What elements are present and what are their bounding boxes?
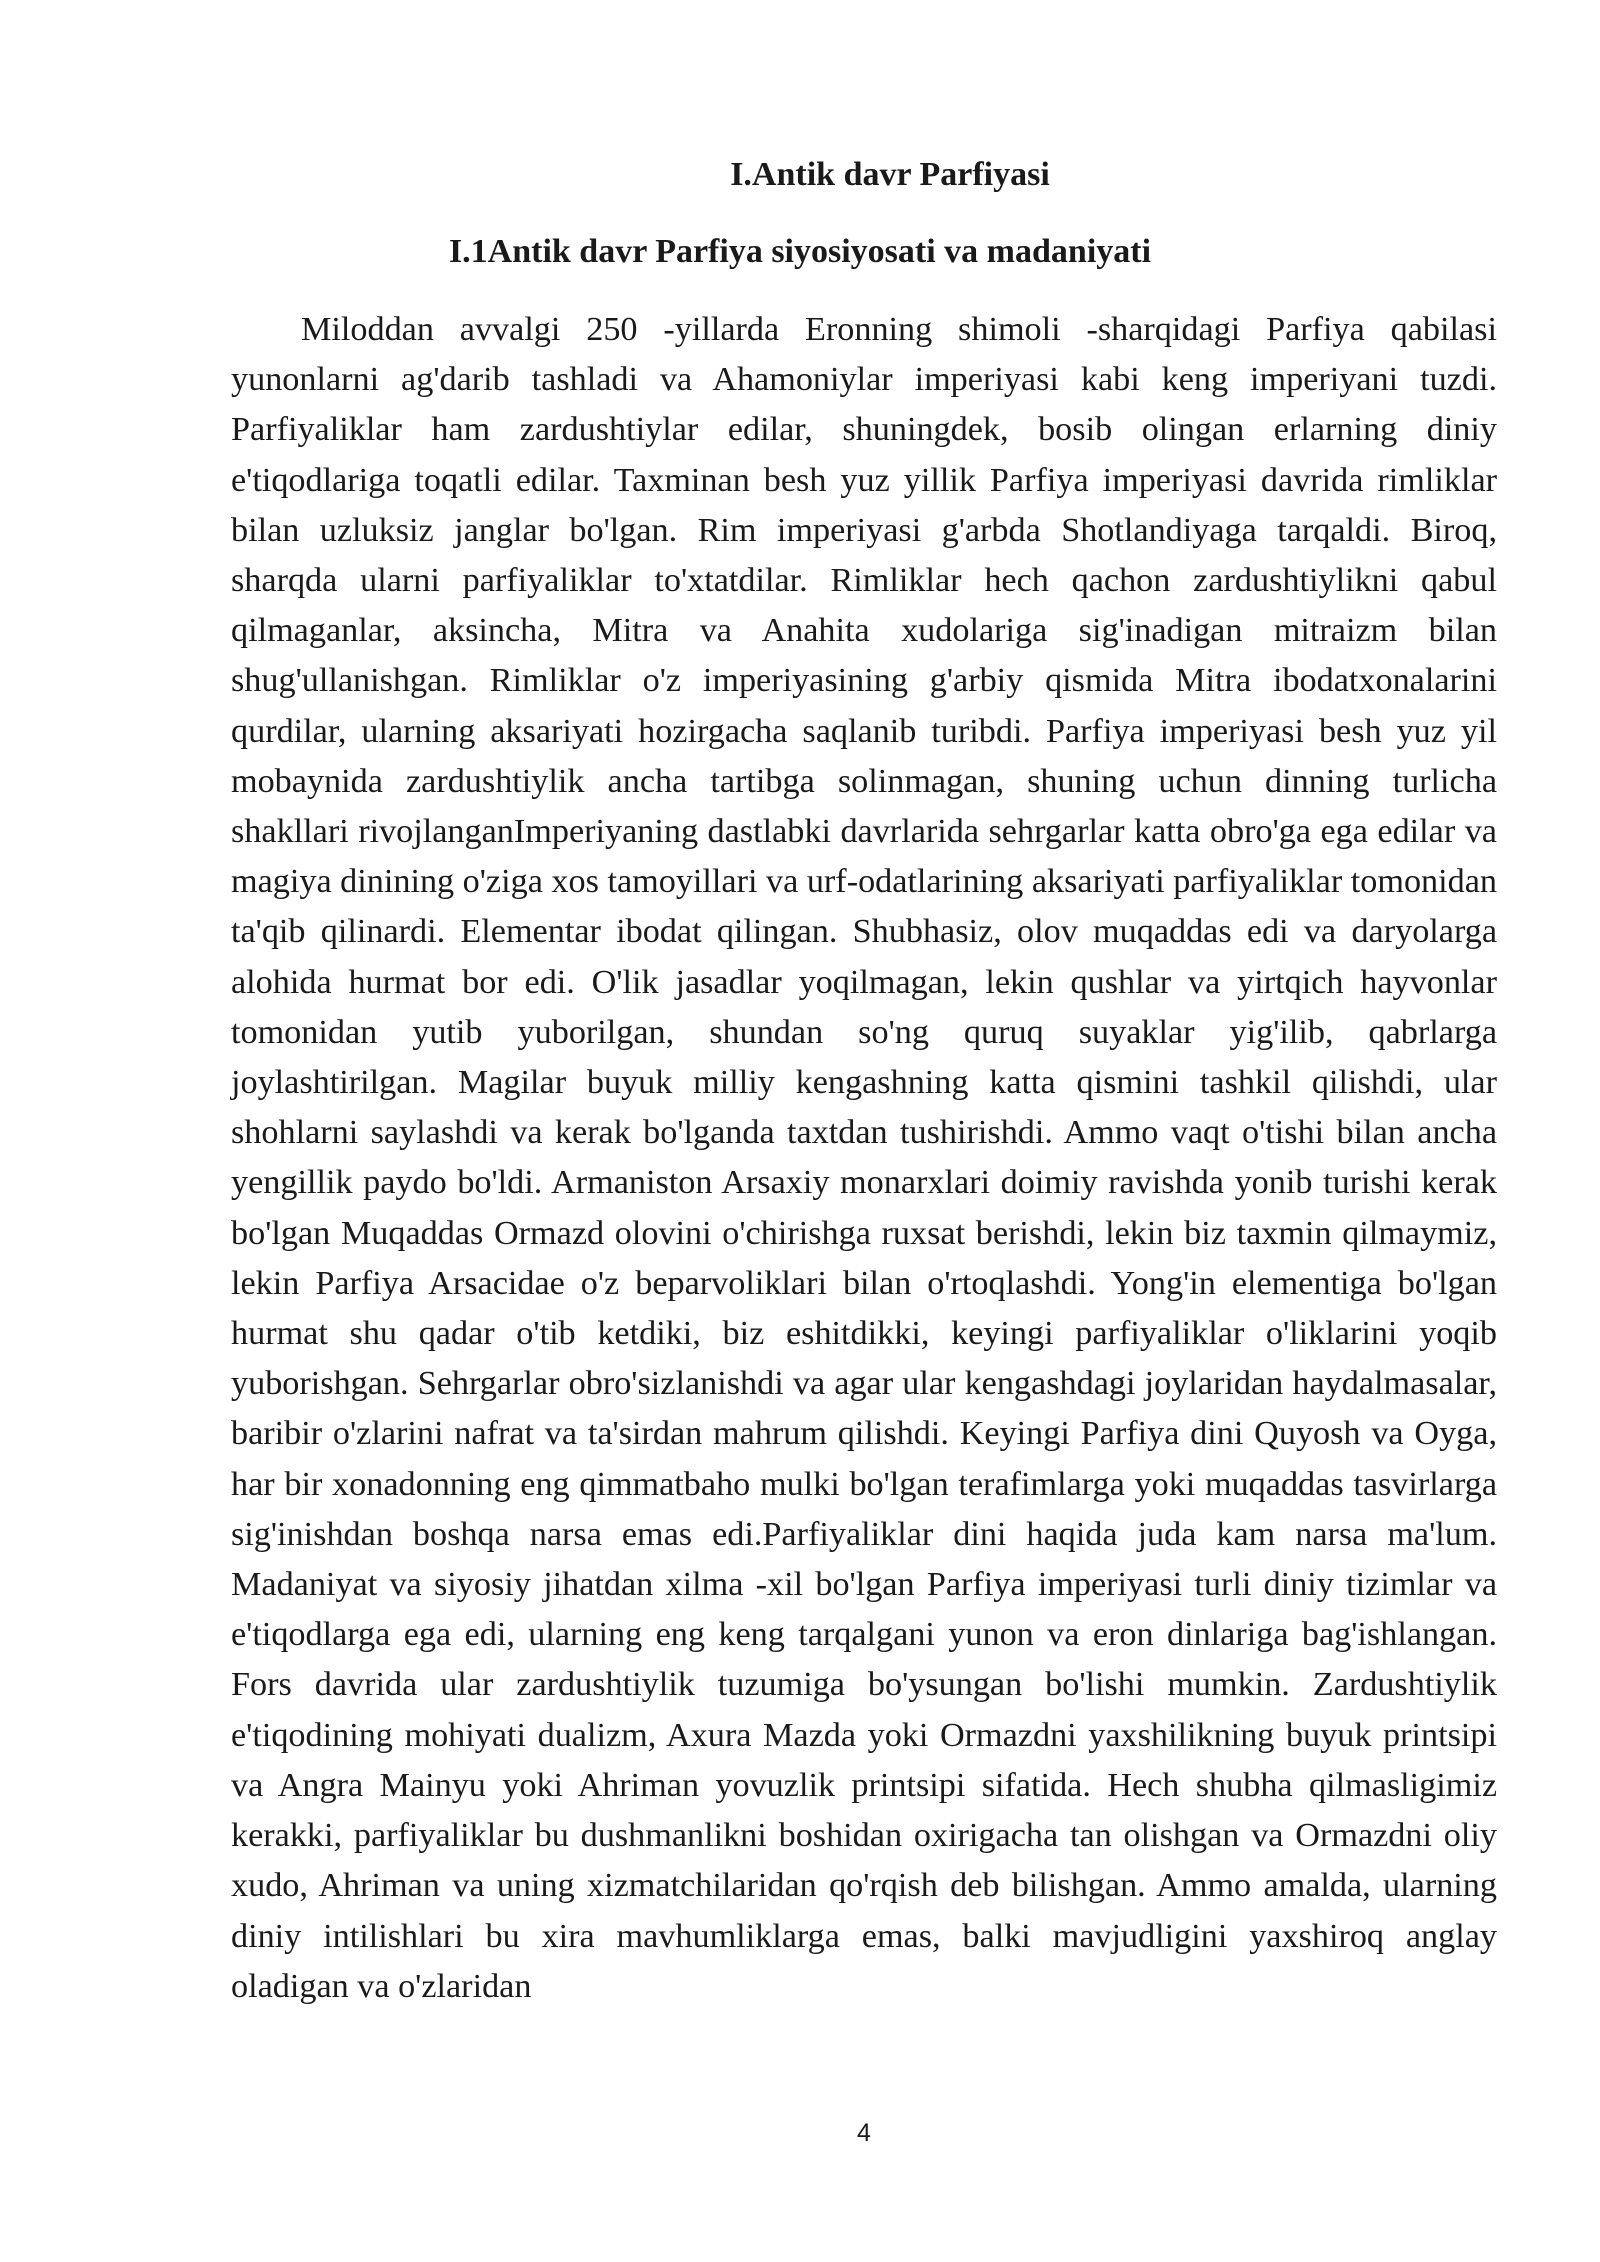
subsection-heading: I.1Antik davr Parfiya siyosiyosati va madaniyati <box>448 233 1152 270</box>
page-number: 4 <box>857 2119 871 2147</box>
body-paragraph: Miloddan avvalgi 250 -yillarda Eronning shimoli -sharqidagi Parfiya qabilasi yunonlarni ag'darib tashladi va Ahamoniylar imperiyasi kabi keng imperiyani tuzdi. Parfiyaliklar ham zardushtiylar edilar, shuningdek, bosib olingan erlarning diniy e'tiqodlariga toqatli edilar. Taxminan besh yuz yillik Parfiya imperiyasi davrida rimliklar bilan uzluksiz janglar bo'lgan. Rim imperiyasi g'arbda Shotlandiyaga tarqaldi. Biroq, sharqda ularni parfiyaliklar to'xtatdilar. Rimliklar hech qachon zardushtiylikni qabul qilmaganlar, aksincha, Mitra va Anahita xudolariga sig'inadigan mitraizm bilan shug'ullanishgan. Rimliklar o'z imperiyasining g'arbiy qismida Mitra ibodatxonalarini qurdilar, ularning aksariyati hozirgacha saqlanib turibdi. Parfiya imperiyasi besh yuz yil mobaynida zardushtiylik ancha tartibga solinmagan, shuning uchun dinning turlicha shakllari rivojlanganImperiyaning dastlabki davrlarida sehrgarlar katta obro'ga ega edilar va magiya dinining o'ziga xos tamoyillari va urf-odatlarining aksariyati parfiyaliklar tomonidan ta'qib qilinardi. Elementar ibodat qilingan. Shubhasiz, olov muqaddas edi va daryolarga alohida hurmat bor edi. O'lik jasadlar yoqilmagan, lekin qushlar va yirtqich hayvonlar tomonidan yutib yuborilgan, shundan so'ng quruq suyaklar yig'ilib, qabrlarga joylashtirilgan. Magilar buyuk milliy kengashning katta qismini tashkil qilishdi, ular shohlarni saylashdi va kerak bo'lganda taxtdan tushirishdi. Ammo vaqt o'tishi bilan ancha yengillik paydo bo'ldi. Armaniston Arsaxiy monarxlari doimiy ravishda yonib turishi kerak bo'lgan Muqaddas Ormazd olovini o'chirishga ruxsat berishdi, lekin biz taxmin qilmaymiz, lekin Parfiya Arsacidae o'z beparvoliklari bilan o'rtoqlashdi. Yong'in elementiga bo'lgan hurmat shu qadar o'tib ketdiki, biz eshitdikki, keyingi parfiyaliklar o'liklarini yoqib yuborishgan. Sehrgarlar obro'sizlanishdi va agar ular kengashdagi joylaridan haydalmasalar, baribir o'zlarini nafrat va ta'sirdan mahrum qilishdi. Keyingi Parfiya dini Quyosh va Oyga, har bir xonadonning eng qimmatbaho mulki bo'lgan terafimlarga yoki muqaddas tasvirlarga sig'inishdan boshqa narsa emas edi.Parfiyaliklar dini haqida juda kam narsa ma'lum. Madaniyat va siyosiy jihatdan xilma -xil bo'lgan Parfiya imperiyasi turli diniy tizimlar va e'tiqodlarga ega edi, ularning eng keng tarqalgani yunon va eron dinlariga bag'ishlangan. Fors davrida ular zardushtiylik tuzumiga bo'ysungan bo'lishi mumkin. Zardushtiylik e'tiqodining mohiyati dualizm, Axura Mazda yoki Ormazdni yaxshilikning buyuk printsipi va Angra Mainyu yoki Ahriman yovuzlik printsipi sifatida. Hech shubha qilmasligimiz kerakki, parfiyaliklar bu dushmanlikni boshidan oxirigacha tan olishgan va Ormazdni oliy xudo, Ahriman va uning xizmatchilaridan qo'rqish deb bilishgan. Ammo amalda, ularning diniy intilishlari bu xira mavhumliklarga emas, balki mavjudligini yaxshiroq anglay oladigan va o'zlaridan <box>231 311 1497 2005</box>
section-heading: I.Antik davr Parfiyasi <box>730 156 1050 193</box>
